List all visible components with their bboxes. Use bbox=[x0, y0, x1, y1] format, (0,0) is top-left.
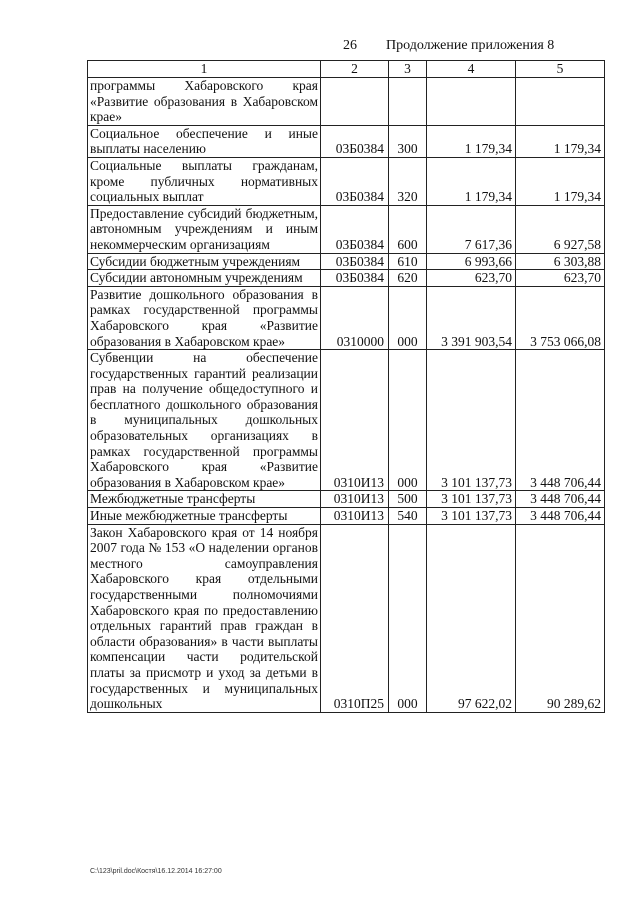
table-row bbox=[88, 350, 605, 491]
table-row bbox=[88, 253, 605, 270]
row-value-1: 1 179,34 bbox=[427, 125, 516, 157]
row-value-1: 6 993,66 bbox=[427, 253, 516, 270]
row-type: 300 bbox=[389, 125, 427, 157]
budget-table bbox=[87, 60, 605, 713]
column-header: 3 bbox=[389, 61, 427, 78]
row-value-1: 3 391 903,54 bbox=[427, 286, 516, 349]
row-code: 0310И13 bbox=[321, 508, 389, 525]
row-value-2: 3 448 706,44 bbox=[516, 508, 605, 525]
row-name: Предоставление субсидий бюджетным, автономным учреждениям и иным некоммерческим организациям bbox=[88, 205, 321, 253]
row-name: Закон Хабаровского края от 14 ноября 2007 года № 153 «О наделении органов местного самоуправления Хабаровского края отдельными государственными полномочиями Хабаровского края по предоставлению отдельных гарантий прав граждан в области образования» в части выплаты компенсации части родительской платы за присмотр и уход за детьми в государственных и муниципальных дошкольных bbox=[88, 524, 321, 712]
row-type bbox=[389, 78, 427, 126]
row-value-1: 623,70 bbox=[427, 270, 516, 287]
continuation-title: Продолжение приложения 8 bbox=[386, 38, 555, 53]
row-value-1: 1 179,34 bbox=[427, 157, 516, 205]
row-code: 03Б0384 bbox=[321, 270, 389, 287]
table-row bbox=[88, 157, 605, 205]
row-code: 0310П25 bbox=[321, 524, 389, 712]
row-value-2: 6 303,88 bbox=[516, 253, 605, 270]
page-number: 26 bbox=[343, 38, 357, 53]
column-header: 1 bbox=[88, 61, 321, 78]
row-value-2: 90 289,62 bbox=[516, 524, 605, 712]
row-name: Иные межбюджетные трансферты bbox=[88, 508, 321, 525]
row-name: Социальные выплаты гражданам, кроме публичных нормативных социальных выплат bbox=[88, 157, 321, 205]
column-header: 5 bbox=[516, 61, 605, 78]
table-row bbox=[88, 508, 605, 525]
row-value-2: 1 179,34 bbox=[516, 125, 605, 157]
row-value-1: 3 101 137,73 bbox=[427, 350, 516, 491]
table-row bbox=[88, 125, 605, 157]
row-name: Развитие дошкольного образования в рамках государственной программы Хабаровского края «Развитие образования в Хабаровском крае» bbox=[88, 286, 321, 349]
row-type: 000 bbox=[389, 350, 427, 491]
table-row bbox=[88, 205, 605, 253]
row-type: 620 bbox=[389, 270, 427, 287]
table-row bbox=[88, 286, 605, 349]
table-row bbox=[88, 491, 605, 508]
column-header: 2 bbox=[321, 61, 389, 78]
row-type: 320 bbox=[389, 157, 427, 205]
row-code: 0310И13 bbox=[321, 350, 389, 491]
table-row bbox=[88, 524, 605, 712]
row-type: 540 bbox=[389, 508, 427, 525]
row-value-2 bbox=[516, 78, 605, 126]
row-code: 0310И13 bbox=[321, 491, 389, 508]
row-name: Субвенции на обеспечение государственных гарантий реализации прав на получение общедоступного и бесплатного дошкольного образования в муниципальных дошкольных образовательных организациях в рамках государственной программы Хабаровского края «Развитие образования в Хабаровском крае» bbox=[88, 350, 321, 491]
table-header-row bbox=[88, 61, 605, 78]
row-value-2: 1 179,34 bbox=[516, 157, 605, 205]
row-value-1: 7 617,36 bbox=[427, 205, 516, 253]
file-path-footer: C:\123\pril.doc\Костя\16.12.2014 16:27:00 bbox=[90, 868, 222, 875]
row-name: Межбюджетные трансферты bbox=[88, 491, 321, 508]
row-value-2: 3 753 066,08 bbox=[516, 286, 605, 349]
row-value-2: 3 448 706,44 bbox=[516, 350, 605, 491]
row-code: 03Б0384 bbox=[321, 205, 389, 253]
row-value-2: 3 448 706,44 bbox=[516, 491, 605, 508]
row-type: 500 bbox=[389, 491, 427, 508]
row-name: Субсидии бюджетным учреждениям bbox=[88, 253, 321, 270]
row-name: Субсидии автономным учреждениям bbox=[88, 270, 321, 287]
row-type: 000 bbox=[389, 286, 427, 349]
column-header: 4 bbox=[427, 61, 516, 78]
table-row bbox=[88, 78, 605, 126]
row-value-1: 3 101 137,73 bbox=[427, 491, 516, 508]
row-value-2: 623,70 bbox=[516, 270, 605, 287]
row-code: 0310000 bbox=[321, 286, 389, 349]
row-type: 610 bbox=[389, 253, 427, 270]
row-code bbox=[321, 78, 389, 126]
table-row bbox=[88, 270, 605, 287]
row-name: Социальное обеспечение и иные выплаты населению bbox=[88, 125, 321, 157]
row-type: 000 bbox=[389, 524, 427, 712]
row-type: 600 bbox=[389, 205, 427, 253]
row-value-1 bbox=[427, 78, 516, 126]
row-code: 03Б0384 bbox=[321, 125, 389, 157]
row-value-1: 97 622,02 bbox=[427, 524, 516, 712]
row-code: 03Б0384 bbox=[321, 157, 389, 205]
row-code: 03Б0384 bbox=[321, 253, 389, 270]
row-value-2: 6 927,58 bbox=[516, 205, 605, 253]
row-name: программы Хабаровского края «Развитие образования в Хабаровском крае» bbox=[88, 78, 321, 126]
row-value-1: 3 101 137,73 bbox=[427, 508, 516, 525]
